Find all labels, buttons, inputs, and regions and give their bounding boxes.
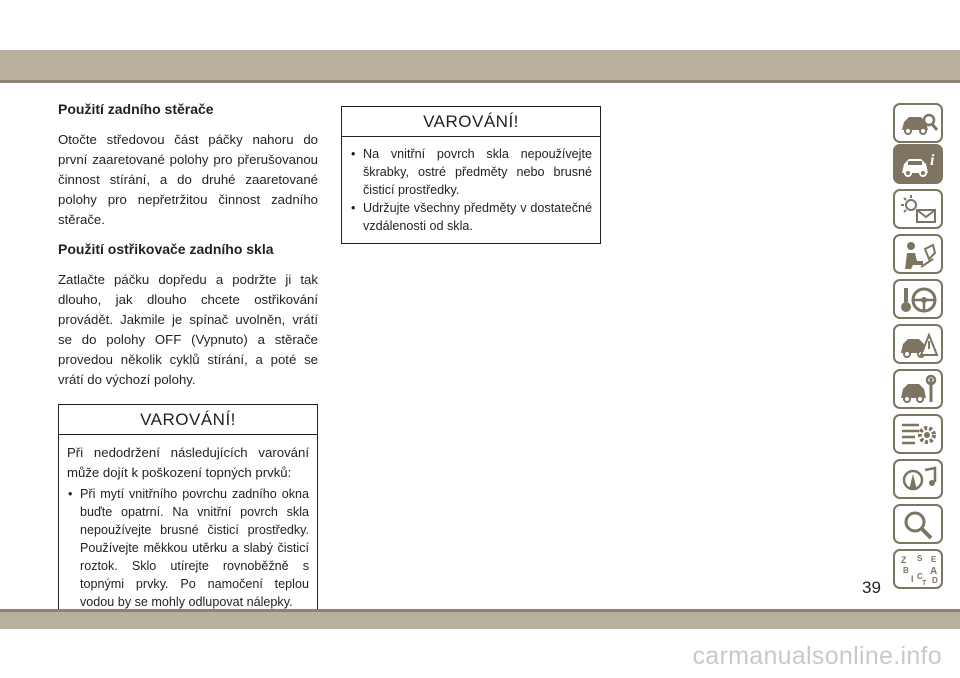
car-magnifier-icon [899,108,939,140]
index-letter: C [917,572,923,581]
tab-index[interactable] [893,549,943,589]
tab-emergency[interactable] [893,324,943,364]
tab-car-magnifier[interactable] [893,103,943,143]
car-hazard-icon [899,329,939,361]
tab-technical-specs[interactable] [893,414,943,454]
tab-starting-driving[interactable] [893,279,943,319]
tab-occupant-safety[interactable] [893,234,943,274]
bottom-divider-line [0,609,960,612]
top-divider-line [0,80,960,83]
paragraph-rear-washer: Zatlačte páčku dopředu a podržte ji tak dlouho, jak dlouho chcete ostřikování provádět. Jakmile je spínač uvolněn, vrátí se do polohy OFF (Vypnuto) a stěrače provedou několik cyklů stírání, a poté se vrátí do výchozí polohy. [58,272,318,387]
paragraph-rear-wiper: Otočte středovou část páčky nahoru do první zaaretované polohy pro přerušovanou činnost stírání, a do druhé zaaretované polohy pro nepřetržitou činnost zadního stěrače. [58,132,318,227]
warning-box-heating-elements [58,404,318,620]
left-column [58,100,318,620]
car-wrench-icon [899,374,939,406]
car-info-icon [899,149,939,181]
warning-lights-message-icon [899,194,939,226]
tab-servicing[interactable] [893,369,943,409]
warning-body [59,435,317,619]
index-letter: S [917,554,923,563]
warning-list [350,145,592,235]
key-steering-wheel-icon [899,284,939,316]
tab-multimedia[interactable] [893,459,943,499]
svg-text:i: i [930,152,935,169]
tab-car-info[interactable] [893,144,943,184]
occupant-airbag-icon [899,239,939,271]
warning-title: VAROVÁNÍ! [342,107,600,137]
index-letter: T [922,580,927,586]
search-icon [899,509,939,541]
bottom-decorative-band [0,609,960,629]
index-letter: E [931,555,937,564]
warning-title: VAROVÁNÍ! [59,405,317,435]
index-letter: A [930,566,938,577]
middle-column [341,106,601,244]
index-letter: I [911,574,914,584]
warning-item: • Na vnitřní povrch skla nepoužívejte škrabky, ostré předměty nebo brusné čisticí prostředky. [350,145,592,199]
page-number: 39 [862,578,881,597]
watermark: carmanualsonline.info [692,642,942,670]
index-letter: B [903,566,909,575]
specs-gear-icon [899,419,939,451]
heading-rear-washer: Použití ostřikovače zadního skla [58,241,274,257]
warning-body [342,137,600,243]
warning-intro: Při nedodržení následujících varování může dojít k poškození topných prvků: [67,445,309,480]
index-letter: D [932,576,938,585]
heading-rear-wiper: Použití zadního stěrače [58,101,214,117]
top-decorative-band [0,50,960,80]
index-letter: Z [901,555,907,565]
warning-box-glass [341,106,601,244]
warning-list [67,485,309,611]
warning-item: • Při mytí vnitřního povrchu zadního okna buďte opatrní. Na vnitřní povrch skla nepoužívejte brusné čisticí prostředky. Používejte měkkou utěrku a slabý čisticí roztok. Sklo utírejte rovnoběžně s topnými prvky. Po namočení teplou vodou by se mohly odlupovat nálepky. [67,485,309,611]
tab-search[interactable] [893,504,943,544]
warning-item: • Udržujte všechny předměty v dostatečné vzdálenosti od skla. [350,199,592,235]
index-letters-icon [899,554,939,586]
tab-warning-lights[interactable] [893,189,943,229]
multimedia-icon [899,464,939,496]
